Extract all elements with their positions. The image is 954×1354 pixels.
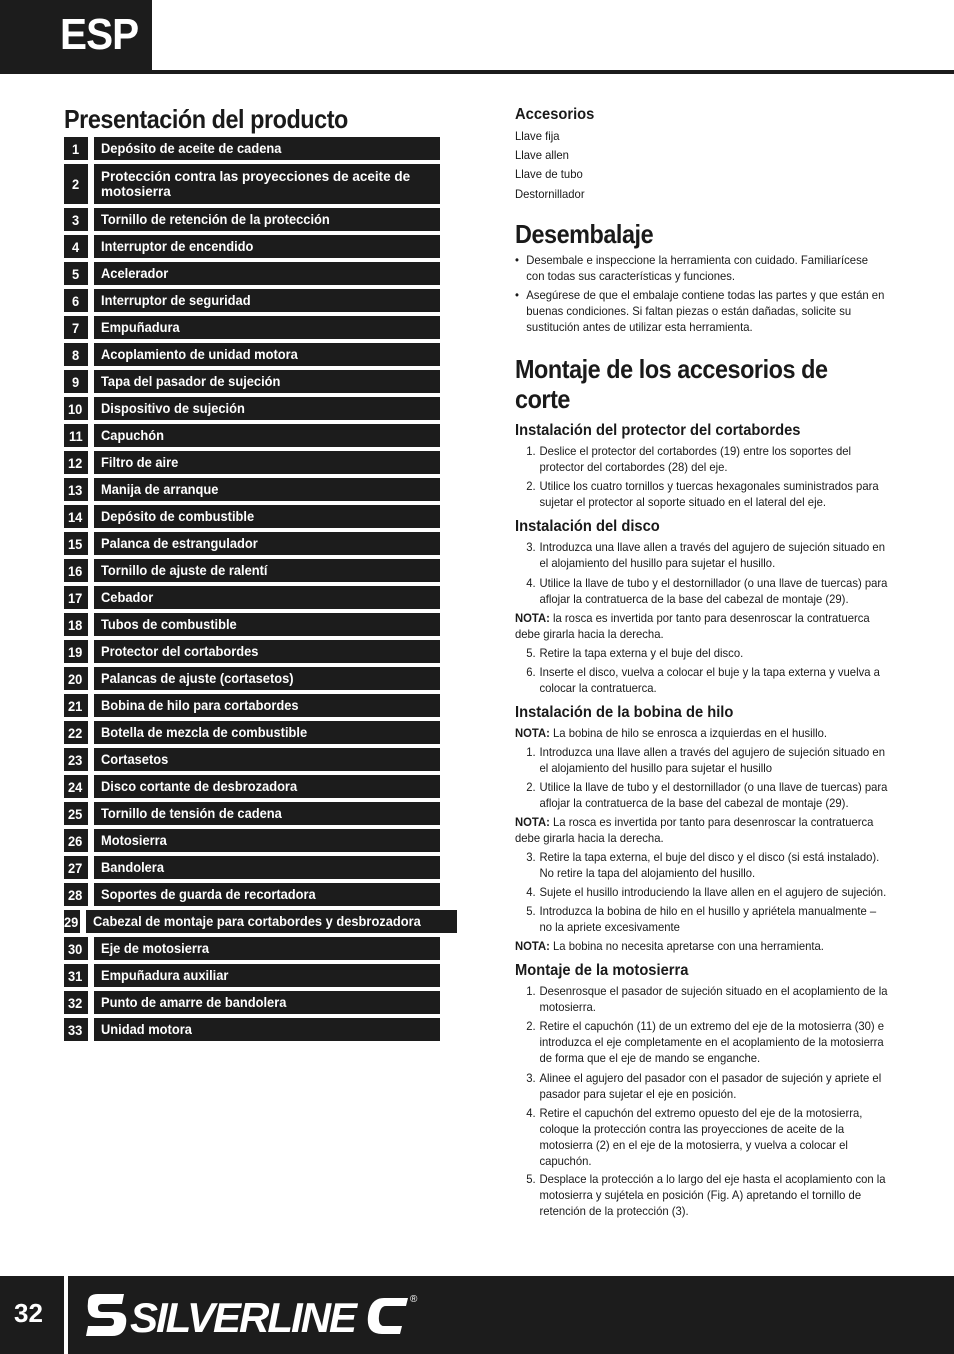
part-label: Interruptor de encendido	[94, 235, 440, 258]
parts-row	[64, 586, 440, 609]
parts-row	[64, 343, 440, 366]
disc-step: 5. Retire la tapa externa y el buje del disco.	[526, 646, 744, 660]
disc-step: 4. Utilice la llave de tubo y el destornillador (o una llave de tuercas) para aflojar la contratuerca de la base del cabezal de montaje (29).	[526, 576, 888, 606]
parts-row	[64, 505, 440, 528]
part-label: Unidad motora	[94, 1018, 440, 1041]
spool-note: NOTA: La bobina de hilo se enrosca a izquierdas en el husillo.	[515, 726, 828, 740]
parts-row	[64, 451, 440, 474]
part-number: 17	[64, 586, 88, 609]
part-label: Protección contra las proyecciones de aceite de motosierra	[94, 164, 440, 204]
svg-text:SILVERLINE: SILVERLINE	[130, 1294, 356, 1341]
part-number: 13	[64, 478, 88, 501]
parts-row	[64, 991, 440, 1014]
part-number: 32	[64, 991, 88, 1014]
part-number: 6	[64, 289, 88, 312]
part-label: Palancas de ajuste (cortasetos)	[94, 667, 440, 690]
disc-note: NOTA: la rosca es invertida por tanto para desenroscar la contratuerca debe girarla hacia la derecha.	[515, 611, 870, 641]
mounting-title-line1: Montaje de los accesorios de	[515, 354, 828, 384]
part-number: 7	[64, 316, 88, 339]
parts-row	[64, 667, 440, 690]
part-number: 22	[64, 721, 88, 744]
part-label: Acelerador	[94, 262, 440, 285]
guard-step: 2. Utilice los cuatro tornillos y tuercas hexagonales suministrados para sujetar el protector al soporte situado en el lateral del eje.	[526, 479, 879, 509]
part-number: 19	[64, 640, 88, 663]
accessory-item: Llave allen	[515, 148, 569, 162]
parts-row	[64, 424, 440, 447]
spool-step: 1. Introduzca una llave allen a través del agujero de sujeción situado en el alojamiento del husillo para sujetar el husillo	[526, 745, 885, 775]
part-label: Empuñadura	[94, 316, 440, 339]
part-number: 2	[64, 164, 88, 204]
part-number: 27	[64, 856, 88, 879]
part-label: Tornillo de ajuste de ralentí	[94, 559, 440, 582]
part-label: Palanca de estrangulador	[94, 532, 440, 555]
part-label: Bandolera	[94, 856, 440, 879]
part-label: Empuñadura auxiliar	[94, 964, 440, 987]
parts-row	[64, 164, 440, 204]
spool-step: 4. Sujete el husillo introduciendo la llave allen en el agujero de sujeción.	[526, 885, 887, 899]
parts-row	[64, 721, 440, 744]
chainsaw-step: 1. Desenrosque el pasador de sujeción situado en el acoplamiento de la motosierra.	[526, 984, 888, 1014]
part-label: Depósito de aceite de cadena	[94, 137, 440, 160]
parts-row	[64, 748, 440, 771]
part-number: 11	[64, 424, 88, 447]
part-number: 9	[64, 370, 88, 393]
unpacking-title: Desembalaje	[515, 219, 654, 249]
spool-step: 3. Retire la tapa externa, el buje del disco y el disco (si está instalado). No retire la tapa del alojamiento del husillo.	[526, 850, 880, 880]
parts-row	[64, 964, 440, 987]
accessory-item: Llave fija	[515, 129, 560, 143]
spool-note: NOTA: La bobina no necesita apretarse con una herramienta.	[515, 939, 824, 953]
footer-separator	[64, 1276, 68, 1354]
parts-row	[64, 262, 440, 285]
part-label: Acoplamiento de unidad motora	[94, 343, 440, 366]
part-label: Bobina de hilo para cortabordes	[94, 694, 440, 717]
parts-row	[64, 1018, 440, 1041]
chainsaw-step: 3. Alinee el agujero del pasador con el pasador de sujeción y apriete el pasador para sujetar el eje en posición.	[526, 1071, 882, 1101]
part-label: Tornillo de tensión de cadena	[94, 802, 440, 825]
parts-row	[64, 478, 440, 501]
part-label: Cebador	[94, 586, 440, 609]
disc-step: 3. Introduzca una llave allen a través del agujero de sujeción situado en el alojamiento del husillo para sujetar el husillo.	[526, 540, 885, 570]
parts-row	[64, 235, 440, 258]
spool-step: 2. Utilice la llave de tubo y el destornillador (o una llave de tuercas) para aflojar la contratuerca de la base del cabezal de montaje (29).	[526, 780, 888, 810]
part-label: Eje de motosierra	[94, 937, 440, 960]
part-number: 29	[64, 910, 80, 933]
part-label: Motosierra	[94, 829, 440, 852]
part-label: Cabezal de montaje para cortabordes y desbrozadora	[86, 910, 457, 933]
disc-step: 6. Inserte el disco, vuelva a colocar el buje y la tapa externa y vuelva a colocar la contratuerca.	[526, 665, 880, 695]
part-number: 16	[64, 559, 88, 582]
unpacking-bullet: • Asegúrese de que el embalaje contiene todas las partes y que están en buenas condiciones. Si faltan piezas o están dañadas, solicite su sustitución antes de utilizar esta herramienta.	[515, 287, 886, 335]
part-number: 5	[64, 262, 88, 285]
part-label: Depósito de combustible	[94, 505, 440, 528]
part-number: 8	[64, 343, 88, 366]
parts-row	[64, 137, 440, 160]
parts-row	[64, 532, 440, 555]
parts-row	[64, 802, 440, 825]
parts-row	[64, 694, 440, 717]
parts-row	[64, 370, 440, 393]
part-label: Dispositivo de sujeción	[94, 397, 440, 420]
disc-install-title: Instalación del disco	[515, 518, 660, 535]
part-number: 20	[64, 667, 88, 690]
part-number: 4	[64, 235, 88, 258]
part-number: 3	[64, 208, 88, 231]
part-number: 23	[64, 748, 88, 771]
accessories-title: Accesorios	[515, 106, 595, 123]
silverline-logo	[84, 1288, 424, 1344]
language-label: ESP	[60, 10, 139, 59]
part-number: 31	[64, 964, 88, 987]
part-label: Interruptor de seguridad	[94, 289, 440, 312]
part-label: Botella de mezcla de combustible	[94, 721, 440, 744]
presentation-title: Presentación del producto	[64, 104, 348, 134]
parts-row	[64, 910, 440, 933]
part-number: 12	[64, 451, 88, 474]
parts-row	[64, 640, 440, 663]
part-number: 15	[64, 532, 88, 555]
part-number: 28	[64, 883, 88, 906]
guard-install-title: Instalación del protector del cortabordes	[515, 422, 801, 439]
part-number: 26	[64, 829, 88, 852]
chainsaw-step: 2. Retire el capuchón (11) de un extremo del eje de la motosierra (30) e introduzca el eje completamente en el acoplamiento de la motosierra de forma que el eje de mando se enganche.	[526, 1019, 885, 1065]
parts-row	[64, 613, 440, 636]
page-number: 32	[14, 1298, 43, 1328]
language-tab	[0, 0, 152, 74]
part-label: Tubos de combustible	[94, 613, 440, 636]
accessory-item: Llave de tubo	[515, 167, 583, 181]
part-label: Cortasetos	[94, 748, 440, 771]
part-number: 10	[64, 397, 88, 420]
chainsaw-step: 4. Retire el capuchón del extremo opuesto del eje de la motosierra, coloque la protección contra las proyecciones de aceite de la motosierra (2) en el eje de la motosierra, y vuelva a colocar el capuchón.	[526, 1106, 863, 1168]
svg-text:®: ®	[410, 1294, 418, 1305]
parts-row	[64, 856, 440, 879]
part-label: Tornillo de retención de la protección	[94, 208, 440, 231]
parts-row	[64, 883, 440, 906]
part-label: Manija de arranque	[94, 478, 440, 501]
part-label: Tapa del pasador de sujeción	[94, 370, 440, 393]
parts-row	[64, 397, 440, 420]
part-label: Protector del cortabordes	[94, 640, 440, 663]
parts-row	[64, 937, 440, 960]
part-label: Disco cortante de desbrozadora	[94, 775, 440, 798]
parts-row	[64, 316, 440, 339]
part-number: 18	[64, 613, 88, 636]
part-label: Filtro de aire	[94, 451, 440, 474]
parts-row	[64, 208, 440, 231]
unpacking-bullet: • Desembale e inspeccione la herramienta con cuidado. Familiarícese con todas sus características y funciones.	[515, 252, 886, 284]
parts-row	[64, 559, 440, 582]
spool-note: NOTA: La rosca es invertida por tanto para desenroscar la contratuerca debe girarla hacia la derecha.	[515, 815, 874, 845]
spool-step: 5. Introduzca la bobina de hilo en el husillo y apriétela manualmente – no la apriete excesivamente	[526, 904, 877, 934]
part-number: 1	[64, 137, 88, 160]
chainsaw-mount-title: Montaje de la motosierra	[515, 962, 689, 979]
parts-row	[64, 775, 440, 798]
accessory-item: Destornillador	[515, 187, 585, 201]
part-label: Soportes de guarda de recortadora	[94, 883, 440, 906]
part-number: 25	[64, 802, 88, 825]
part-label: Punto de amarre de bandolera	[94, 991, 440, 1014]
part-number: 14	[64, 505, 88, 528]
page-footer	[0, 1276, 954, 1354]
part-number: 24	[64, 775, 88, 798]
guard-step: 1. Deslice el protector del cortabordes (19) entre los soportes del protector del cortabordes (28) del eje.	[526, 444, 852, 474]
part-number: 30	[64, 937, 88, 960]
header-rule	[152, 70, 954, 74]
part-number: 33	[64, 1018, 88, 1041]
parts-row	[64, 829, 440, 852]
mounting-title-line2: corte	[515, 384, 570, 414]
spool-install-title: Instalación de la bobina de hilo	[515, 704, 734, 721]
parts-row	[64, 289, 440, 312]
part-number: 21	[64, 694, 88, 717]
part-label: Capuchón	[94, 424, 440, 447]
chainsaw-step: 5. Desplace la protección a lo largo del eje hasta el acoplamiento con la motosierra y sujétela en posición (Fig. A) apretando el tornillo de retención de la protección (3).	[526, 1172, 886, 1218]
